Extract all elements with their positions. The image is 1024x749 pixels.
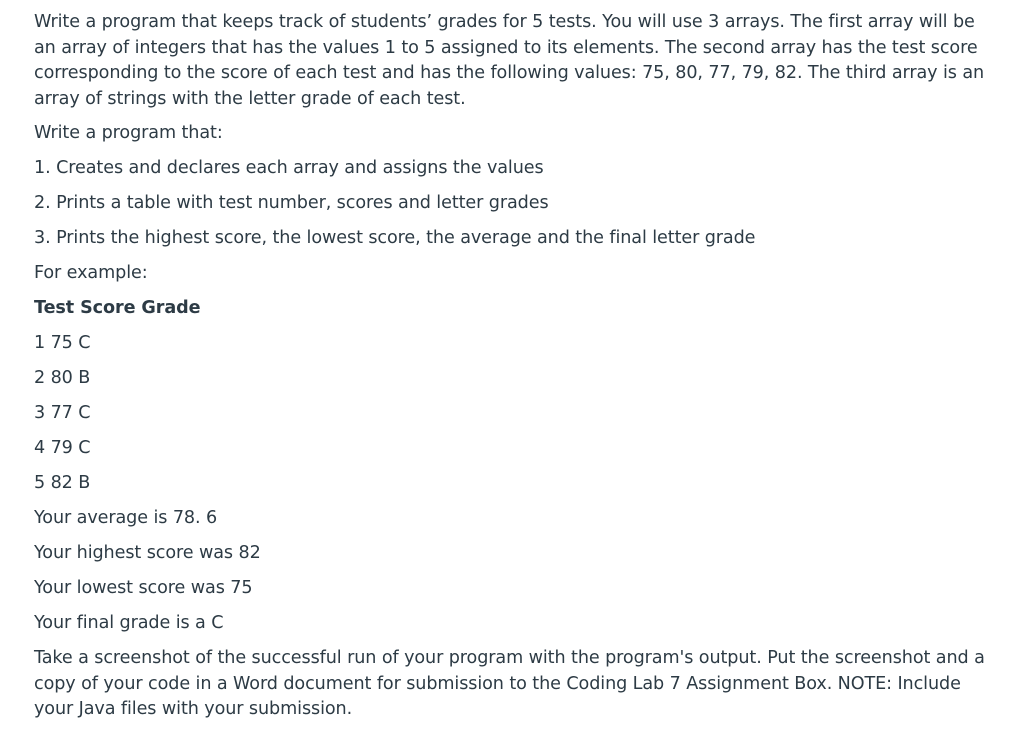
intro-paragraph: Write a program that keeps track of students’ grades for 5 tests. You will use 3 arrays. The first array will be an array of integers that has the values 1 to 5 assigned to its elements. The second array has the test score corresponding to the score of each test and has the following values: 75, 80, 77, 79, 82. The third array is an array of strings with the letter grade of each test. bbox=[34, 12, 985, 109]
table-row: 1 75 C bbox=[34, 333, 91, 353]
table-header: Test Score Grade bbox=[34, 298, 201, 318]
for-example-label: For example: bbox=[34, 263, 148, 283]
step-item: 3. Prints the highest score, the lowest score, the average and the final letter grade bbox=[34, 228, 756, 248]
summary-line: Your highest score was 82 bbox=[34, 543, 261, 563]
summary-line: Your lowest score was 75 bbox=[34, 578, 253, 598]
table-row: 2 80 B bbox=[34, 368, 91, 388]
summary-line: Your final grade is a C bbox=[34, 613, 224, 633]
summary-line: Your average is 78. 6 bbox=[34, 508, 218, 528]
table-row: 3 77 C bbox=[34, 403, 91, 423]
write-program-label: Write a program that: bbox=[34, 123, 223, 143]
step-item: 1. Creates and declares each array and assigns the values bbox=[34, 158, 544, 178]
table-row: 5 82 B bbox=[34, 473, 91, 493]
table-row: 4 79 C bbox=[34, 438, 91, 458]
closing-paragraph: Take a screenshot of the successful run of your program with the program's output. Put the screenshot and a copy of your code in a Word document for submission to the Coding Lab 7 Assignment Box. NOTE: Include your Java files with your submission. bbox=[34, 648, 985, 719]
step-item: 2. Prints a table with test number, scores and letter grades bbox=[34, 193, 549, 213]
